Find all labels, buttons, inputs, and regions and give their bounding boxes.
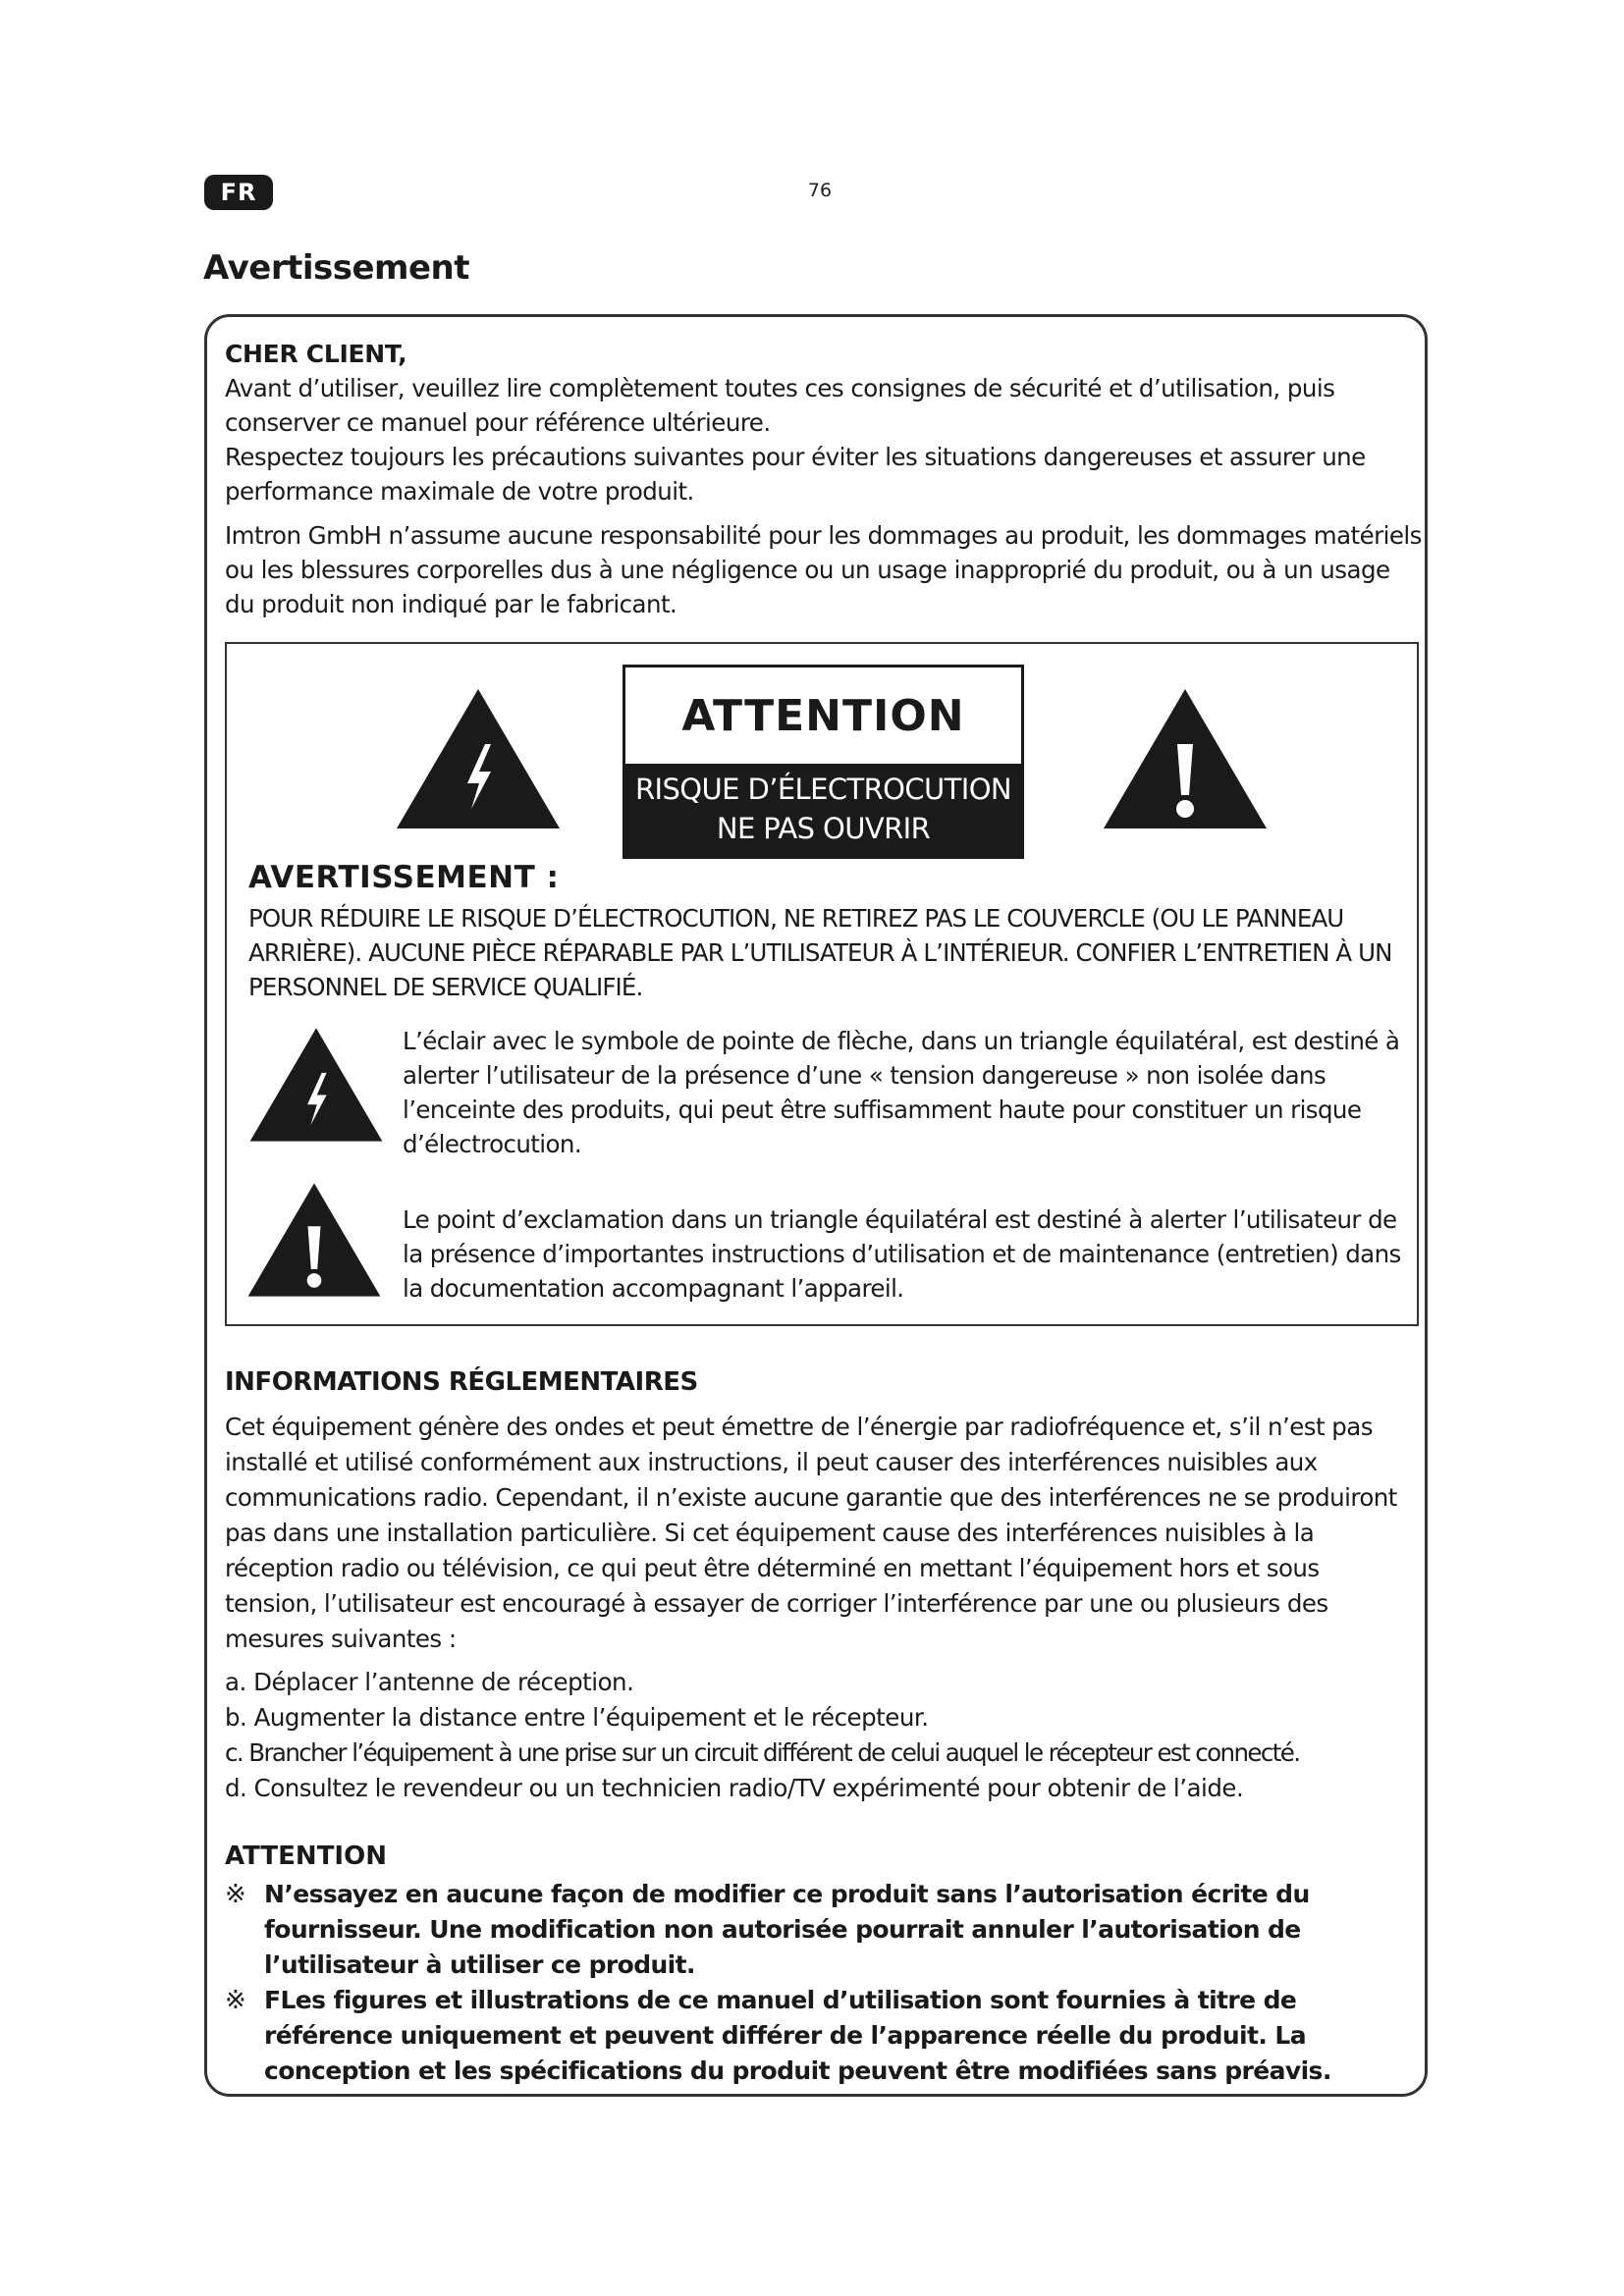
lightning-description: L’éclair avec le symbole de pointe de flèche, dans un triangle équilatéral, est destiné à alerter l’utilisateur de la présence d’une « tension dangereuse » non isolée dans l’enceinte des produits, qui peut être suffisamment haute pour constituer un risque d’électrocution. <box>403 1027 1400 1158</box>
attention-line1: RISQUE D’ÉLECTROCUTION <box>634 773 1012 806</box>
regulatory-paragraph: Cet équipement génère des ondes et peut émettre de l’énergie par radiofréquence et, s’il n’est pas installé et utilisé conformément aux instructions, il peut causer des interférences nuisibles aux communications radio. Cependant, il n’existe aucune garantie que des interférences ne se produiront pas dans une installation particulière. Si cet équipement cause des interférences nuisibles à la réception radio ou télévision, ce qui peut être déterminé en mettant l’équipement hors et sous tension, l’utilisateur est encouragé à essayer de corriger l’interférence par une ou plusieurs des mesures suivantes : <box>225 1413 1397 1653</box>
attention-title: ATTENTION <box>681 690 965 741</box>
reference-mark-icon: ※ <box>225 1986 246 2015</box>
lightning-triangle-small-icon <box>248 1026 384 1144</box>
cher-client-para3: Imtron GmbH n’assume aucune responsabilité pour les dommages au produit, les dommages matériels ou les blessures corporelles dus à une négligence ou un usage inapproprié du produit, ou à un usage du produit non indiqué par le fabricant. <box>225 521 1422 618</box>
measures-list <box>225 1665 1418 1806</box>
avertissement-text: POUR RÉDUIRE LE RISQUE D’ÉLECTROCUTION, NE RETIREZ PAS LE COUVERCLE (OU LE PANNEAU ARRIÈRE). AUCUNE PIÈCE RÉPARABLE PAR L’UTILISATEUR À L’INTÉRIEUR. CONFIER L’ENTRETIEN À UN PERSONNEL DE SERVICE QUALIFIÉ. <box>248 904 1392 1001</box>
exclamation-triangle-icon <box>1102 687 1269 830</box>
page-number: 76 <box>807 180 833 201</box>
avertissement-heading: AVERTISSEMENT : <box>248 860 560 895</box>
cher-client-para1: Avant d’utiliser, veuillez lire complètement toutes ces consignes de sécurité et d’utilisation, puis conserver ce manuel pour référence ultérieure. <box>225 374 1335 437</box>
attention-note-text: N’essayez en aucune façon de modifier ce produit sans l’autorisation écrite du fournisseur. Une modification non autorisée pourrait annuler l’autorisation de l’utilisateur à utiliser ce produit. <box>264 1880 1310 1979</box>
cher-client-title: CHER CLIENT, <box>225 340 407 368</box>
attention-panel <box>623 665 1024 859</box>
exclamation-triangle-small-icon <box>246 1181 382 1299</box>
measure-item: a. Déplacer l’antenne de réception. <box>225 1668 634 1696</box>
section-title: Avertissement <box>203 248 469 288</box>
language-badge: FR <box>204 175 273 210</box>
lightning-triangle-icon <box>395 687 562 830</box>
attention-notes-list <box>225 1877 1418 2089</box>
cher-client-block <box>225 337 1423 621</box>
measure-item: b. Augmenter la distance entre l’équipement et le récepteur. <box>225 1703 929 1732</box>
attention-note <box>225 1983 1418 2089</box>
exclamation-description: Le point d’exclamation dans un triangle équilatéral est destiné à alerter l’utilisateur de la présence d’importantes instructions d’utilisation et de maintenance (entretien) dans la documentation accompagnant l’appareil. <box>403 1205 1401 1303</box>
cher-client-para2: Respectez toujours les précautions suivantes pour éviter les situations dangereuses et assurer une performance maximale de votre produit. <box>225 443 1366 506</box>
attention-note <box>225 1877 1418 1983</box>
attention-note-text: FLes figures et illustrations de ce manuel d’utilisation sont fournies à titre de référence uniquement et peuvent différer de l’apparence réelle du produit. La conception et les spécifications du produit peuvent être modifiées sans préavis. <box>264 1986 1331 2085</box>
measure-item: c. Brancher l’équipement à une prise sur un circuit différent de celui auquel le récepteur est connecté. <box>225 1738 1300 1767</box>
measure-item: d. Consultez le revendeur ou un technicien radio/TV expérimenté pour obtenir de l’aide. <box>225 1774 1244 1802</box>
regulatory-heading: INFORMATIONS RÉGLEMENTAIRES <box>225 1367 698 1397</box>
regulatory-body <box>225 1410 1418 1657</box>
attention-subtitle <box>625 764 1021 856</box>
reference-mark-icon: ※ <box>225 1880 246 1909</box>
attention-line2: NE PAS OUVRIR <box>716 812 931 845</box>
attention-notes-heading: ATTENTION <box>225 1842 387 1871</box>
